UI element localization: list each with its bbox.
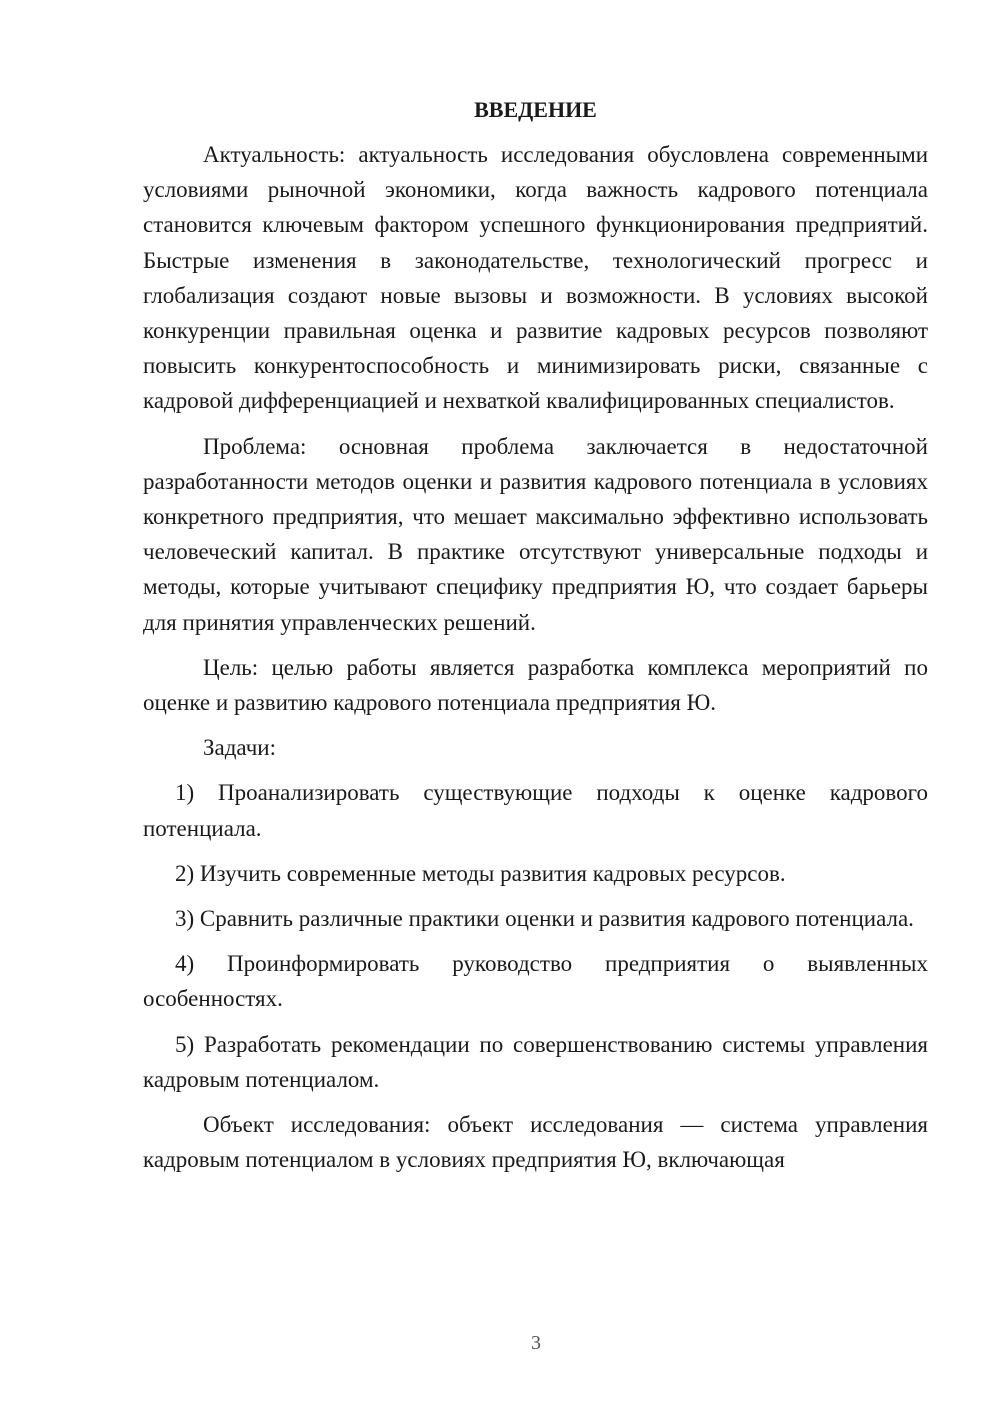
page-number: 3 [531,1332,541,1354]
task-item-1: 1) Проанализировать существующие подходы к оценке кадрового потенциала. [143,780,928,841]
task-item-5: 5) Разработать рекомендации по совершенствованию системы управления кадровым потенциалом. [143,1031,928,1092]
paragraph-problem: Проблема: основная проблема заключается в недостаточной разработанности методов оценки и развития кадрового потенциала в условиях конкретного предприятия, что мешает максимально эффективно использовать человеческий капитал. В практике отсутствуют универсальные подходы и методы, которые учитывают специфику предприятия Ю, что создает барьеры для принятия управленческих решений. [143,433,928,635]
page-content [143,92,928,1177]
task-item-2: 2) Изучить современные методы развития кадровых ресурсов. [175,860,786,886]
section-title: ВВЕДЕНИЕ [474,97,597,122]
paragraph-object: Объект исследования: объект исследования — система управления кадровым потенциалом в условиях предприятия Ю, включающая [143,1112,928,1173]
task-item-4: 4) Проинформировать руководство предприятия о выявленных особенностях. [143,951,928,1012]
task-item-3: 3) Сравнить различные практики оценки и развития кадрового потенциала. [175,906,914,932]
paragraph-relevance: Актуальность: актуальность исследования обусловлена современными условиями рыночной экономики, когда важность кадрового потенциала становится ключевым фактором успешного функционирования предприятий. Быстрые изменения в законодательстве, технологический прогресс и глобализация создают новые вызовы и возможности. В условиях высокой конкуренции правильная оценка и развитие кадровых ресурсов позволяют повысить конкурентоспособность и минимизировать риски, связанные с кадровой дифференциацией и нехваткой квалифицированных специалистов. [143,142,928,414]
paragraph-goal: Цель: целью работы является разработка комплекса мероприятий по оценке и развитию кадрового потенциала предприятия Ю. [143,654,928,716]
tasks-heading: Задачи: [203,735,276,761]
